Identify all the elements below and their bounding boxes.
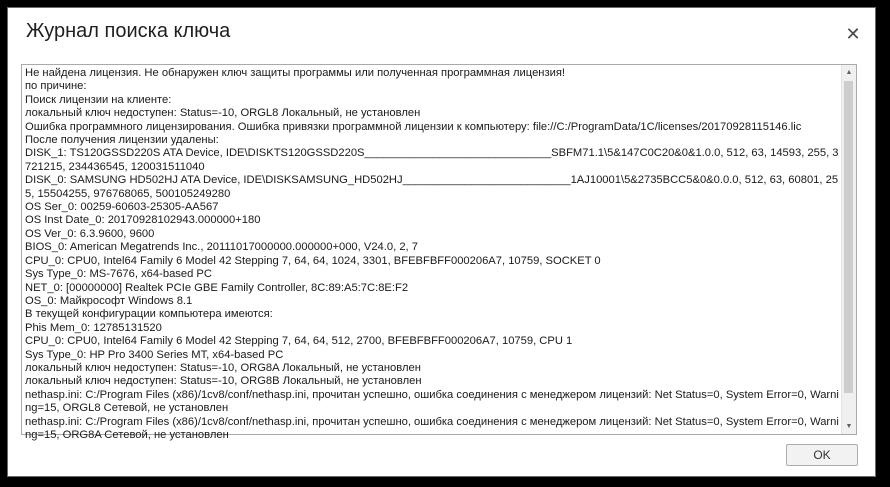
log-line: локальный ключ недоступен: Status=-10, ORGL8 Локальный, не установлен <box>25 107 421 120</box>
key-search-log-dialog <box>7 7 876 477</box>
ok-button[interactable]: OK <box>786 444 858 466</box>
log-line: локальный ключ недоступен: Status=-10, ORG8B Локальный, не установлен <box>25 375 422 388</box>
log-line: CPU_0: CPU0, Intel64 Family 6 Model 42 Stepping 7, 64, 64, 1024, 3301, BFEBFBFF000206A7, 10759, SOCKET 0 <box>25 254 601 267</box>
log-line: локальный ключ недоступен: Status=-10, ORG8A Локальный, не установлен <box>25 361 421 374</box>
log-line: Не найдена лицензия. Не обнаружен ключ защиты программы или полученная программная лицензия! <box>25 67 566 79</box>
dialog-title: Журнал поиска ключа <box>26 20 231 42</box>
log-line: Sys Type_0: HP Pro 3400 Series MT, x64-based PC <box>25 348 284 361</box>
log-content <box>25 67 840 441</box>
log-line: Поиск лицензии на клиенте: <box>25 93 172 106</box>
scroll-up-icon[interactable]: ▲ <box>845 69 853 76</box>
log-line: CPU_0: CPU0, Intel64 Family 6 Model 42 Stepping 7, 64, 64, 512, 2700, BFEBFBFF000206A7, 10759, CPU 1 <box>25 335 573 348</box>
log-line: OS Ver_0: 6.3.9600, 9600 <box>25 227 155 240</box>
log-text-area[interactable] <box>21 64 857 441</box>
log-line: nethasp.ini: C:/Program Files (x86)/1cv8/conf/nethasp.ini, прочитан успешно, ошибка соединения с менеджером лицензий: Net Status=0, System Error=0, Warning=15, ORGL8 Сетевой, не установлен <box>25 388 839 415</box>
scroll-thumb[interactable] <box>844 81 853 393</box>
log-line: Sys Type_0: MS-7676, x64-based PC <box>25 268 212 281</box>
log-line: DISK_1: TS120GSSD220S ATA Device, IDE\DISKTS120GSSD220S______________________________SBFM71.1\5&147C0C20&0&1.0.0, 512, 63, 14593, 255, 3721215, 234436545, 120031511040 <box>25 147 839 173</box>
log-line: nethasp.ini: C:/Program Files (x86)/1cv8/conf/nethasp.ini, прочитан успешно, ошибка соединения с менеджером лицензий: Net Status=0, System Error=0, Warning=15, ORG8A Сетевой, не установлен <box>25 415 839 441</box>
log-line: по причине: <box>25 80 87 93</box>
log-line: BIOS_0: American Megatrends Inc., 20111017000000.000000+000, V24.0, 2, 7 <box>25 241 418 254</box>
log-line: В текущей конфигурации компьютера имеются: <box>25 308 273 321</box>
close-icon[interactable]: ✕ <box>845 24 861 44</box>
scroll-down-icon[interactable]: ▼ <box>845 423 853 430</box>
log-line: Ошибка программного лицензирования. Ошибка привязки программной лицензии к компьютеру: file://C:/ProgramData/1C/licenses/20170928115146.lic <box>25 120 802 133</box>
vertical-scrollbar[interactable] <box>841 65 856 434</box>
log-line: Phis Mem_0: 12785131520 <box>25 321 162 334</box>
log-line: NET_0: [00000000] Realtek PCIe GBE Family Controller, 8C:89:A5:7C:8E:F2 <box>25 281 409 294</box>
log-line: OS Ser_0: 00259-60603-25305-AA567 <box>25 201 219 214</box>
log-line: OS Inst Date_0: 20170928102943.000000+180 <box>25 214 261 227</box>
log-line: После получения лицензии удалены: <box>25 134 219 147</box>
log-line: OS_0: Майкрософт Windows 8.1 <box>25 294 193 307</box>
log-line: DISK_0: SAMSUNG HD502HJ ATA Device, IDE\DISKSAMSUNG_HD502HJ___________________________1AJ10001\5&2735BCC5&0&0.0.0, 512, 63, 60801, 255, 15504255, 976768065, 500105249280 <box>25 174 839 200</box>
